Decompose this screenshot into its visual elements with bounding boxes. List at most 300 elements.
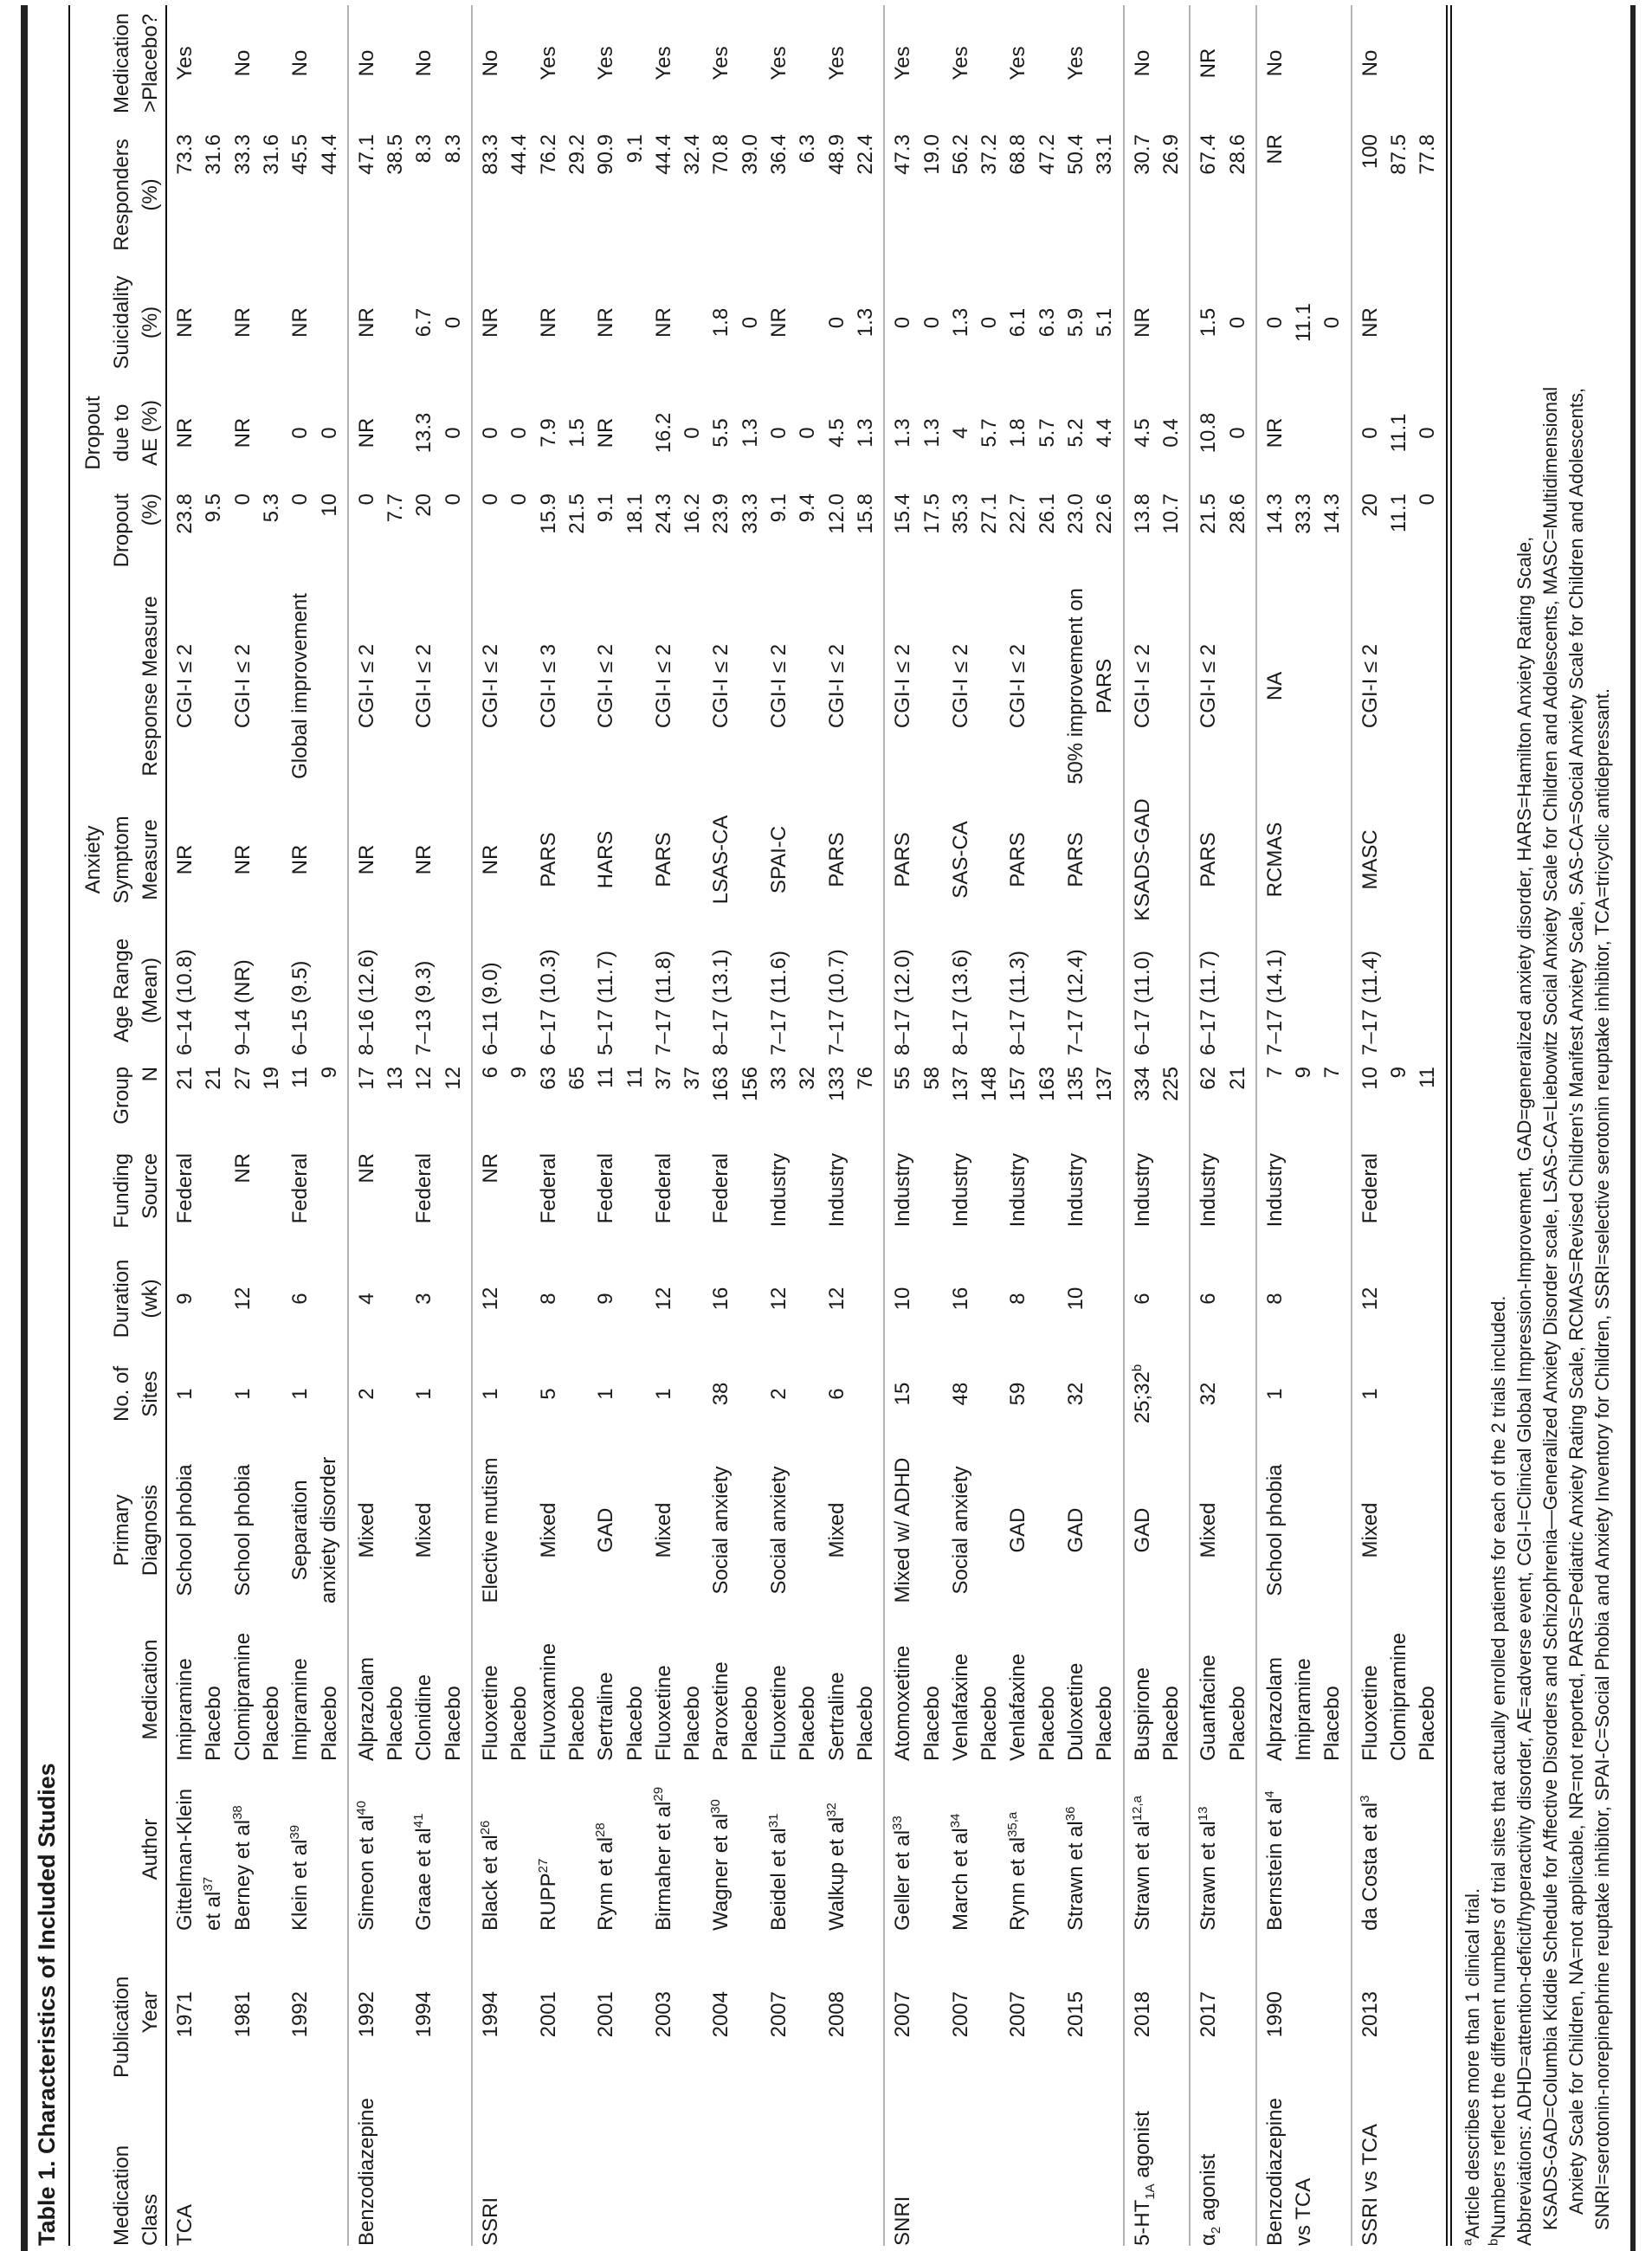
- diagnosis: Separation anxiety disorder: [288, 1456, 341, 1604]
- arm-responders: 47.2: [1035, 134, 1059, 175]
- age: 7–17 (11.6): [767, 951, 791, 1055]
- arm-suicidality: 0: [441, 316, 465, 329]
- diagnosis: Social anxiety: [709, 1466, 733, 1595]
- arm-n: 9: [1387, 1067, 1410, 1079]
- med-gt-placebo: No: [1358, 49, 1382, 77]
- arm-dropout: 33.3: [1292, 493, 1316, 534]
- arm-dropout-ae: 4.5: [824, 418, 849, 448]
- arm-medication: Clomipramine: [230, 1632, 255, 1761]
- header-bottom-rule: [165, 5, 167, 2246]
- arm-responders: 87.5: [1387, 134, 1410, 175]
- med-gt-placebo: Yes: [1064, 46, 1087, 81]
- author: [534, 1768, 563, 1931]
- arm-n: 21: [173, 1067, 197, 1090]
- duration: 12: [1358, 1287, 1382, 1311]
- arm-medication: Fluoxetine: [651, 1665, 675, 1761]
- sites-value: 25;32: [1130, 1371, 1154, 1424]
- arm-dropout: 24.3: [651, 493, 675, 534]
- arm-dropout: 35.3: [948, 493, 972, 534]
- sites-value: 32: [1197, 1382, 1221, 1406]
- anxiety-measure: KSADS-GAD: [1130, 798, 1154, 921]
- age: 7–17 (10.7): [824, 949, 849, 1055]
- author-name: Graae et al: [412, 1828, 436, 1931]
- author-reference: 26: [478, 1820, 493, 1835]
- arm-n: 137: [1093, 1067, 1117, 1102]
- arm-responders: 31.6: [259, 134, 283, 175]
- arm-suicidality: 0: [738, 316, 762, 329]
- med-gt-placebo: No: [479, 49, 502, 77]
- arm-medication: Sertraline: [594, 1672, 618, 1761]
- arm-medication: Placebo: [317, 1686, 341, 1761]
- footnote-line: [1486, 1295, 1512, 2246]
- publication-year: 2018: [1130, 1991, 1154, 2038]
- arm-suicidality: 1.5: [1197, 307, 1221, 338]
- med-gt-placebo: Yes: [709, 46, 733, 81]
- anxiety-measure: RCMAS: [1262, 822, 1287, 898]
- med-gt-placebo: Yes: [824, 46, 849, 81]
- arm-responders: 90.9: [594, 134, 618, 175]
- age: 6–17 (11.7): [1197, 951, 1221, 1055]
- arm-responders: 9.1: [623, 134, 647, 164]
- arm-responders: 30.7: [1130, 134, 1154, 175]
- arm-n: 11: [623, 1067, 647, 1088]
- author: [946, 1768, 975, 1931]
- author-name: RUPP: [536, 1873, 560, 1931]
- arm-dropout-ae: 0.4: [1158, 418, 1183, 448]
- arm-responders: 28.6: [1225, 134, 1249, 175]
- age: 8–17 (13.1): [709, 949, 733, 1055]
- arm-medication: Placebo: [920, 1686, 944, 1761]
- age: 7–17 (11.8): [651, 951, 675, 1055]
- med-gt-placebo: Yes: [948, 46, 972, 81]
- arm-dropout-ae: 1.3: [853, 418, 877, 448]
- author: [352, 1768, 381, 1931]
- anxiety-measure: NR: [288, 844, 313, 875]
- arm-dropout-ae: 7.9: [536, 418, 560, 448]
- arm-n: 157: [1006, 1067, 1030, 1102]
- arm-n: 33: [767, 1067, 791, 1090]
- response-measure: Global improvement: [288, 593, 313, 779]
- table-title: Table 1. Characteristics of Included Studies: [34, 1763, 60, 2246]
- publication-year: 1990: [1262, 1991, 1287, 2038]
- arm-responders: 44.4: [651, 134, 675, 175]
- author: [286, 1768, 314, 1931]
- arm-dropout: 23.0: [1064, 493, 1087, 534]
- group-divider: [347, 5, 349, 2246]
- arm-dropout: 21.5: [1197, 493, 1221, 534]
- arm-n: 21: [1225, 1067, 1249, 1090]
- bottom-thick-rule: [1630, 5, 1636, 2251]
- arm-dropout-ae: 16.2: [651, 412, 675, 454]
- funding: Industry: [1130, 1153, 1154, 1228]
- arm-n: 65: [565, 1067, 589, 1090]
- diagnosis: Mixed: [412, 1502, 436, 1558]
- author-reference: 36: [1063, 1806, 1078, 1822]
- footnote-line: [1460, 1888, 1486, 2246]
- arm-dropout: 10: [317, 493, 341, 517]
- arm-medication: Guanfacine: [1197, 1654, 1221, 1761]
- arm-responders: 48.9: [824, 134, 849, 175]
- arm-responders: 70.8: [709, 134, 733, 175]
- column-header-label: Response Measure: [139, 596, 162, 777]
- arm-medication: Venlafaxine: [948, 1653, 972, 1761]
- arm-n: 6: [479, 1067, 502, 1079]
- arm-dropout-ae: NR: [594, 417, 618, 448]
- arm-dropout: 9.4: [796, 493, 820, 523]
- arm-responders: 38.5: [384, 134, 408, 175]
- arm-dropout: 9.1: [594, 493, 618, 523]
- age: 7–17 (11.4): [1358, 951, 1382, 1055]
- age: 7–17 (12.4): [1064, 949, 1087, 1055]
- sites-value: 2: [354, 1388, 378, 1400]
- diagnosis: Elective mutism: [479, 1457, 502, 1603]
- number-of-sites: [476, 1355, 505, 1433]
- arm-responders: 33.1: [1093, 134, 1117, 175]
- arm-responders: 31.6: [202, 134, 226, 175]
- author-reference: 28: [593, 1822, 609, 1837]
- column-header-label: Anxiety Symptom Measure: [81, 816, 162, 904]
- author: [171, 1768, 229, 1931]
- column-header-label: No. of Sites: [110, 1365, 162, 1422]
- diagnosis: School phobia: [1262, 1464, 1287, 1596]
- arm-medication: Placebo: [853, 1686, 877, 1761]
- arm-dropout-ae: NR: [354, 417, 378, 448]
- arm-medication: Alprazolam: [354, 1656, 378, 1761]
- arm-suicidality: NR: [173, 307, 197, 338]
- arm-dropout-ae: NR: [173, 417, 197, 448]
- duration: 16: [948, 1287, 972, 1311]
- arm-dropout-ae: 1.8: [1006, 418, 1030, 448]
- arm-responders: 22.4: [853, 134, 877, 175]
- author: [229, 1768, 257, 1931]
- arm-responders: 8.3: [441, 134, 465, 164]
- arm-medication: Clomipramine: [1387, 1632, 1410, 1761]
- publication-year: 2004: [709, 1991, 733, 2038]
- number-of-sites: [410, 1355, 438, 1433]
- group-divider: [1255, 5, 1257, 2246]
- funding: Industry: [824, 1153, 849, 1228]
- arm-dropout-ae: 10.8: [1197, 412, 1221, 454]
- number-of-sites: [534, 1355, 563, 1433]
- med-gt-placebo: Yes: [1006, 46, 1030, 81]
- anxiety-measure: SAS-CA: [948, 821, 972, 899]
- arm-responders: 44.4: [507, 134, 532, 175]
- arm-medication: Placebo: [565, 1686, 589, 1761]
- med-gt-placebo: Yes: [594, 46, 618, 81]
- number-of-sites: [1261, 1355, 1289, 1433]
- arm-dropout: 0: [354, 493, 378, 506]
- sites-value: 1: [288, 1388, 313, 1400]
- diagnosis: GAD: [1130, 1507, 1154, 1553]
- duration: 16: [709, 1287, 733, 1311]
- column-header-label: Suicidality (%): [110, 275, 162, 370]
- arm-dropout: 21.5: [565, 493, 589, 534]
- footnote-text: Numbers reflect the different numbers of trial sites that actually enrolled patients for each of the 2 trials included.: [1487, 1295, 1509, 2239]
- arm-dropout: 14.3: [1262, 493, 1287, 534]
- med-gt-placebo: No: [230, 49, 255, 77]
- arm-n: 148: [978, 1067, 1002, 1102]
- duration: 12: [824, 1287, 849, 1311]
- arm-n: 11: [1416, 1067, 1440, 1088]
- author-reference: 33: [890, 1816, 906, 1830]
- duration: 8: [1262, 1293, 1287, 1305]
- response-measure: CGI-I ≤ 2: [594, 643, 618, 729]
- column-header-dropout: [71, 493, 165, 580]
- author: [888, 1768, 917, 1931]
- response-measure: CGI-I ≤ 2: [651, 643, 675, 729]
- arm-medication: Venlafaxine: [1006, 1653, 1030, 1761]
- number-of-sites: [352, 1355, 381, 1433]
- diagnosis: Mixed w/ ADHD: [891, 1457, 915, 1603]
- arm-medication: Paroxetine: [709, 1661, 733, 1761]
- arm-dropout: 22.6: [1093, 493, 1117, 534]
- med-gt-placebo: Yes: [767, 46, 791, 81]
- top-thick-rule: [21, 5, 28, 2251]
- medication-class-label: SNRI: [891, 2196, 915, 2246]
- footnote-line: [1590, 688, 1616, 2230]
- anxiety-measure: NR: [230, 844, 255, 875]
- arm-dropout: 20: [412, 493, 436, 517]
- medication-class: [171, 2081, 199, 2246]
- column-header-year: [71, 1976, 165, 2078]
- diagnosis: Mixed: [824, 1502, 849, 1558]
- arm-responders: 44.4: [317, 134, 341, 175]
- arm-medication: Placebo: [507, 1686, 532, 1761]
- duration: 12: [767, 1287, 791, 1311]
- arm-n: 225: [1158, 1067, 1183, 1102]
- arm-dropout: 11.1: [1387, 493, 1410, 532]
- med-gt-placebo: No: [354, 49, 378, 77]
- diagnosis: Social anxiety: [948, 1466, 972, 1595]
- anxiety-measure: PARS: [536, 832, 560, 887]
- group-divider: [1123, 5, 1125, 2246]
- response-measure: CGI-I ≤ 2: [412, 643, 436, 729]
- response-measure: CGI-I ≤ 2: [1130, 643, 1154, 729]
- arm-dropout: 15.4: [891, 493, 915, 534]
- arm-suicidality: 1.3: [948, 307, 972, 338]
- arm-dropout: 18.1: [623, 493, 647, 534]
- arm-medication: Placebo: [1035, 1686, 1059, 1761]
- response-measure: CGI-I ≤ 2: [891, 643, 915, 729]
- age: 6–11 (9.0): [479, 962, 502, 1055]
- arm-n: 62: [1197, 1067, 1221, 1090]
- arm-dropout-ae: 1.3: [920, 418, 944, 448]
- funding: Federal: [173, 1153, 197, 1224]
- arm-suicidality: 0: [978, 316, 1002, 329]
- arm-dropout: 0: [507, 493, 532, 506]
- author-name: March et al: [948, 1828, 972, 1931]
- medication-class-label: α: [1197, 2234, 1221, 2246]
- medication-class: [1128, 2081, 1157, 2246]
- arm-dropout: 15.9: [536, 493, 560, 534]
- arm-responders: 76.2: [536, 134, 560, 175]
- arm-suicidality: 6.1: [1006, 307, 1030, 338]
- anxiety-measure: PARS: [1006, 832, 1030, 887]
- arm-medication: Placebo: [441, 1686, 465, 1761]
- publication-year: 1994: [479, 1991, 502, 2038]
- author: [410, 1768, 438, 1931]
- arm-responders: 6.3: [796, 134, 820, 164]
- arm-n: 7: [1320, 1067, 1345, 1079]
- arm-dropout: 0: [479, 493, 502, 506]
- age: 8–17 (11.3): [1006, 951, 1030, 1055]
- arm-n: 9: [1292, 1067, 1316, 1079]
- response-measure: CGI-I ≤ 2: [1006, 643, 1030, 729]
- medication-class: [888, 2081, 917, 2246]
- response-measure: CGI-I ≤ 2: [767, 643, 791, 729]
- column-header-diagnosis: [71, 1446, 165, 1615]
- author-name: Bernstein et al: [1262, 1797, 1287, 1931]
- publication-year: 2015: [1064, 1991, 1087, 2038]
- arm-suicidality: 5.9: [1064, 307, 1087, 338]
- footnote-text: Article describes more than 1 clinical trial.: [1462, 1887, 1483, 2239]
- arm-dropout-ae: 1.5: [565, 418, 589, 448]
- arm-medication: Placebo: [1416, 1686, 1440, 1761]
- publication-year: 2001: [594, 1991, 618, 2038]
- column-header-label: Medication >Placebo?: [110, 12, 162, 114]
- column-header-med-gt-placebo: [71, 5, 165, 121]
- number-of-sites: [229, 1355, 257, 1433]
- arm-n: 12: [412, 1067, 436, 1090]
- arm-dropout: 0: [288, 493, 313, 506]
- sites-value: 6: [824, 1388, 849, 1400]
- group-divider: [471, 5, 473, 2246]
- arm-dropout-ae: 4: [948, 427, 972, 439]
- diagnosis: Mixed: [1358, 1502, 1382, 1558]
- sites-value: 59: [1006, 1382, 1030, 1406]
- sites-value: 15: [891, 1382, 915, 1406]
- funding: Industry: [1064, 1153, 1087, 1228]
- duration: 4: [354, 1293, 378, 1305]
- arm-dropout: 27.1: [978, 493, 1002, 534]
- med-gt-placebo: Yes: [173, 46, 197, 81]
- response-measure: NA: [1262, 671, 1287, 701]
- footnote-line: [1564, 388, 1590, 2215]
- anxiety-measure: SPAI-C: [767, 825, 791, 894]
- arm-suicidality: 6.3: [1035, 307, 1059, 338]
- column-header-label: Group N: [110, 1067, 162, 1125]
- duration: 9: [594, 1293, 618, 1305]
- arm-dropout-ae: 0: [767, 427, 791, 439]
- sites-value: 2: [767, 1388, 791, 1400]
- arm-dropout: 23.9: [709, 493, 733, 534]
- number-of-sites: [946, 1355, 975, 1433]
- number-of-sites: [1356, 1355, 1384, 1433]
- arm-medication: Imipramine: [288, 1658, 313, 1761]
- publication-year: 2007: [891, 1991, 915, 2038]
- arm-n: 9: [507, 1067, 532, 1079]
- arm-dropout: 15.8: [853, 493, 877, 534]
- med-gt-placebo: No: [288, 49, 313, 77]
- age: 9–14 (NR): [230, 959, 255, 1055]
- anxiety-measure: PARS: [824, 832, 849, 887]
- response-measure: CGI-I ≤ 2: [824, 643, 849, 729]
- medication-class: [352, 2081, 381, 2246]
- anxiety-measure: PARS: [1197, 832, 1221, 887]
- funding: NR: [479, 1153, 502, 1184]
- arm-n: 9: [317, 1067, 341, 1079]
- medication-class-subscript: 2: [1208, 2226, 1223, 2235]
- age: 8–17 (12.0): [891, 949, 915, 1055]
- arm-n: 12: [441, 1067, 465, 1090]
- arm-n: 13: [384, 1067, 408, 1090]
- arm-responders: 36.4: [767, 134, 791, 175]
- author-reference: 34: [947, 1813, 963, 1829]
- sites-value: 1: [230, 1388, 255, 1400]
- arm-suicidality: 0: [824, 316, 849, 329]
- publication-year: 2007: [1006, 1991, 1030, 2038]
- arm-dropout-ae: 5.7: [978, 418, 1002, 448]
- diagnosis: Mixed: [651, 1502, 675, 1558]
- age: 8–16 (12.6): [354, 949, 378, 1055]
- arm-medication: Duloxetine: [1064, 1662, 1087, 1761]
- arm-n: 17: [354, 1067, 378, 1090]
- diagnosis: GAD: [1064, 1507, 1087, 1553]
- response-measure: 50% improvement on PARS: [1064, 588, 1117, 784]
- arm-suicidality: 0: [1225, 316, 1249, 329]
- author-reference: 41: [411, 1813, 427, 1829]
- medication-class-tail: agonist: [1130, 2111, 1154, 2184]
- sites-value: 38: [709, 1382, 733, 1406]
- arm-dropout: 9.5: [202, 493, 226, 523]
- sites-value: 1: [651, 1388, 675, 1400]
- arm-dropout-ae: 1.3: [738, 418, 762, 448]
- column-header-label: Primary Diagnosis: [110, 1484, 162, 1577]
- author: [823, 1768, 851, 1931]
- diagnosis: Social anxiety: [767, 1466, 791, 1595]
- arm-dropout: 12.0: [824, 493, 849, 534]
- author-reference: 39: [287, 1824, 303, 1840]
- arm-dropout-ae: 0: [681, 427, 705, 439]
- number-of-sites: [888, 1355, 917, 1433]
- funding: Industry: [1262, 1153, 1287, 1228]
- funding: Industry: [891, 1153, 915, 1228]
- duration: 12: [230, 1287, 255, 1311]
- author-reference: 32: [823, 1803, 839, 1817]
- arm-dropout-ae: NR: [230, 417, 255, 448]
- column-header-label: Duration (wk): [110, 1259, 162, 1338]
- author-reference: 3: [1357, 1795, 1372, 1803]
- arm-dropout: 28.6: [1225, 493, 1249, 534]
- author-reference: 37: [201, 1876, 216, 1892]
- publication-year: 1971: [173, 1991, 197, 2038]
- arm-responders: 39.0: [738, 134, 762, 175]
- sites-footnote-mark: b: [1129, 1364, 1145, 1372]
- age: 5–17 (11.7): [594, 951, 618, 1055]
- author-name: Beidel et al: [767, 1828, 791, 1931]
- arm-suicidality: NR: [594, 307, 618, 338]
- medication-class: [476, 2081, 505, 2246]
- arm-n: 11: [288, 1067, 313, 1088]
- number-of-sites: [591, 1355, 620, 1433]
- number-of-sites: [171, 1355, 199, 1433]
- arm-dropout-ae: 0: [507, 427, 532, 439]
- funding: NR: [354, 1153, 378, 1184]
- author: [1356, 1768, 1384, 1931]
- arm-responders: 8.3: [412, 134, 436, 164]
- column-header-label: Responders (%): [110, 139, 162, 251]
- arm-dropout-ae: 0: [441, 427, 465, 439]
- column-header-n: [71, 1067, 165, 1129]
- sites-value: 5: [536, 1388, 560, 1400]
- arm-dropout: 13.8: [1130, 493, 1154, 534]
- sites-value: 32: [1064, 1382, 1087, 1406]
- arm-n: 156: [738, 1067, 762, 1102]
- publication-year: 2013: [1358, 1991, 1382, 2038]
- header-top-rule: [68, 5, 70, 2246]
- arm-medication: Placebo: [1158, 1686, 1183, 1761]
- author: [1062, 1768, 1090, 1931]
